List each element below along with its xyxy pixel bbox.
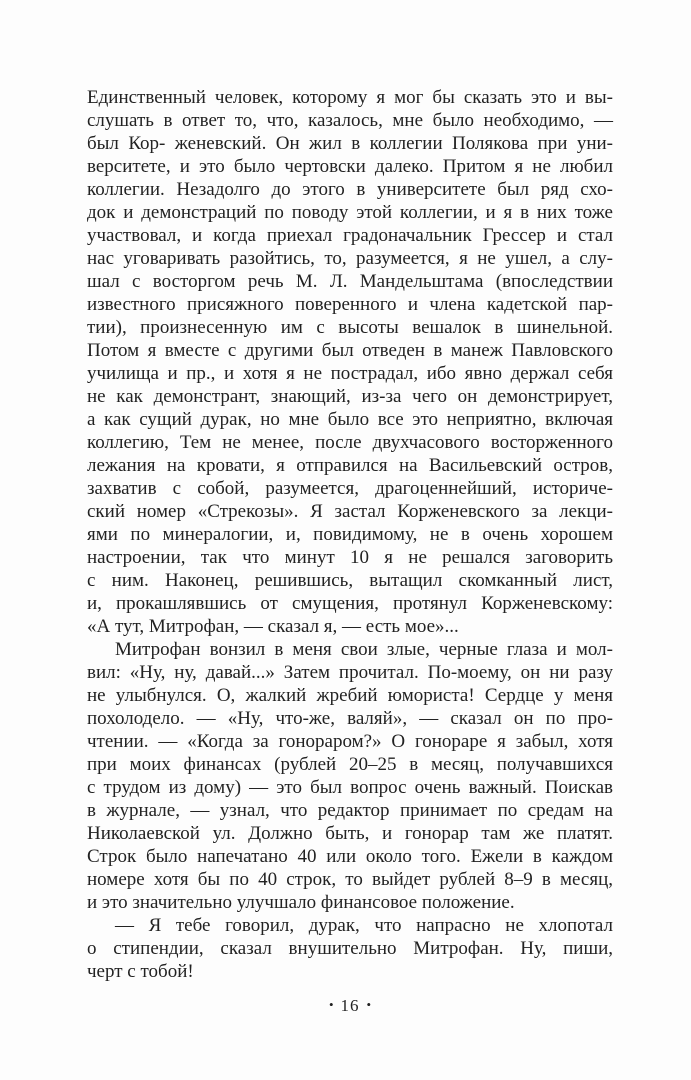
text-line: — Я тебе говорил, дурак, что напрасно не хлопотал <box>115 915 613 936</box>
body-text <box>87 86 613 983</box>
text-line: Митрофан вонзил в меня свои злые, черные глаза и мол- <box>115 639 613 660</box>
text-line: не как демонстрант, знающий, из-за чего он демонстрирует, <box>87 386 613 407</box>
text-line: не улыбнулся. О, жалкий жребий юмориста! Сердце у меня <box>87 685 613 706</box>
folio-right-dot: • <box>366 997 372 1012</box>
text-line: слушать в ответ то, что, казалось, мне было необходимо, — <box>87 110 613 131</box>
text-line: и, прокашлявшись от смущения, протянул Корженевскому: <box>87 593 613 614</box>
text-line: шал с восторгом речь М. Л. Мандельштама (впоследствии <box>87 271 613 292</box>
text-line: похолодело. — «Ну, что-же, валяй», — сказал он по про- <box>87 708 613 729</box>
text-line: в журнале, — узнал, что редактор принимает по средам на <box>87 800 613 821</box>
text-line: а как сущий дурак, но мне было все это неприятно, включая <box>87 409 613 430</box>
text-line: ский номер «Стрекозы». Я застал Корженевского за лекци- <box>87 501 613 522</box>
text-line: с трудом из дому) — это был вопрос очень важный. Поискав <box>87 777 613 798</box>
text-line: захватив с собой, разумеется, драгоценнейший, историче- <box>87 478 613 499</box>
text-line: нас уговаривать разойтись, то, разумеется, я не ушел, а слу- <box>87 248 613 269</box>
text-line: настроении, так что минут 10 я не решался заговорить <box>87 547 613 568</box>
text-line: вил: «Ну, ну, давай...» Затем прочитал. По-моему, он ни разу <box>87 662 613 683</box>
page-number <box>87 993 613 1017</box>
text-line: чтении. — «Когда за гонораром?» О гонораре я забыл, хотя <box>87 731 613 752</box>
text-line: Единственный человек, которому я мог бы сказать это и вы- <box>87 87 613 108</box>
text-line: номере хотя бы по 40 строк, то выйдет рублей 8–9 в месяц, <box>87 869 613 890</box>
text-line: с ним. Наконец, решившись, вытащил скомканный лист, <box>87 570 613 591</box>
folio-number: 16 <box>340 996 360 1015</box>
text-line: Строк было напечатано 40 или около того. Ежели в каждом <box>87 846 613 867</box>
text-line: известного присяжного поверенного и члена кадетской пар- <box>87 294 613 315</box>
text-line: «А тут, Митрофан, — сказал я, — есть мое»... <box>87 616 459 637</box>
text-line: Потом я вместе с другими был отведен в манеж Павловского <box>87 340 613 361</box>
text-line: док и демонстраций по поводу этой коллегии, и я в них тоже <box>87 202 613 223</box>
text-line: коллегию, Тем не менее, после двухчасового восторженного <box>87 432 613 453</box>
text-line: училища и пр., и хотя я не пострадал, ибо явно держал себя <box>87 363 613 384</box>
text-line: был Кор- женевский. Он жил в коллегии Полякова при уни- <box>87 133 613 154</box>
text-line: черт с тобой! <box>87 961 194 982</box>
text-line: участвовал, и когда приехал градоначальник Грессер и стал <box>87 225 613 246</box>
text-line: тии), произнесенную им с высоты вешалок в шинельной. <box>87 317 613 338</box>
folio-left-dot: • <box>328 997 334 1012</box>
text-line: и это значительно улучшало финансовое положение. <box>87 892 515 913</box>
text-line: при моих финансах (рублей 20–25 в месяц, получавшихся <box>87 754 613 775</box>
text-line: о стипендии, сказал внушительно Митрофан. Ну, пиши, <box>87 938 613 959</box>
text-line: верситете, и это было чертовски далеко. Притом я не любил <box>87 156 613 177</box>
text-line: Николаевской ул. Должно быть, и гонорар там же платят. <box>87 823 613 844</box>
text-line: лежания на кровати, я отправился на Васильевский остров, <box>87 455 613 476</box>
text-line: коллегии. Незадолго до этого в университете был ряд схо- <box>87 179 613 200</box>
text-line: ями по минералогии, и, повидимому, не в очень хорошем <box>87 524 613 545</box>
